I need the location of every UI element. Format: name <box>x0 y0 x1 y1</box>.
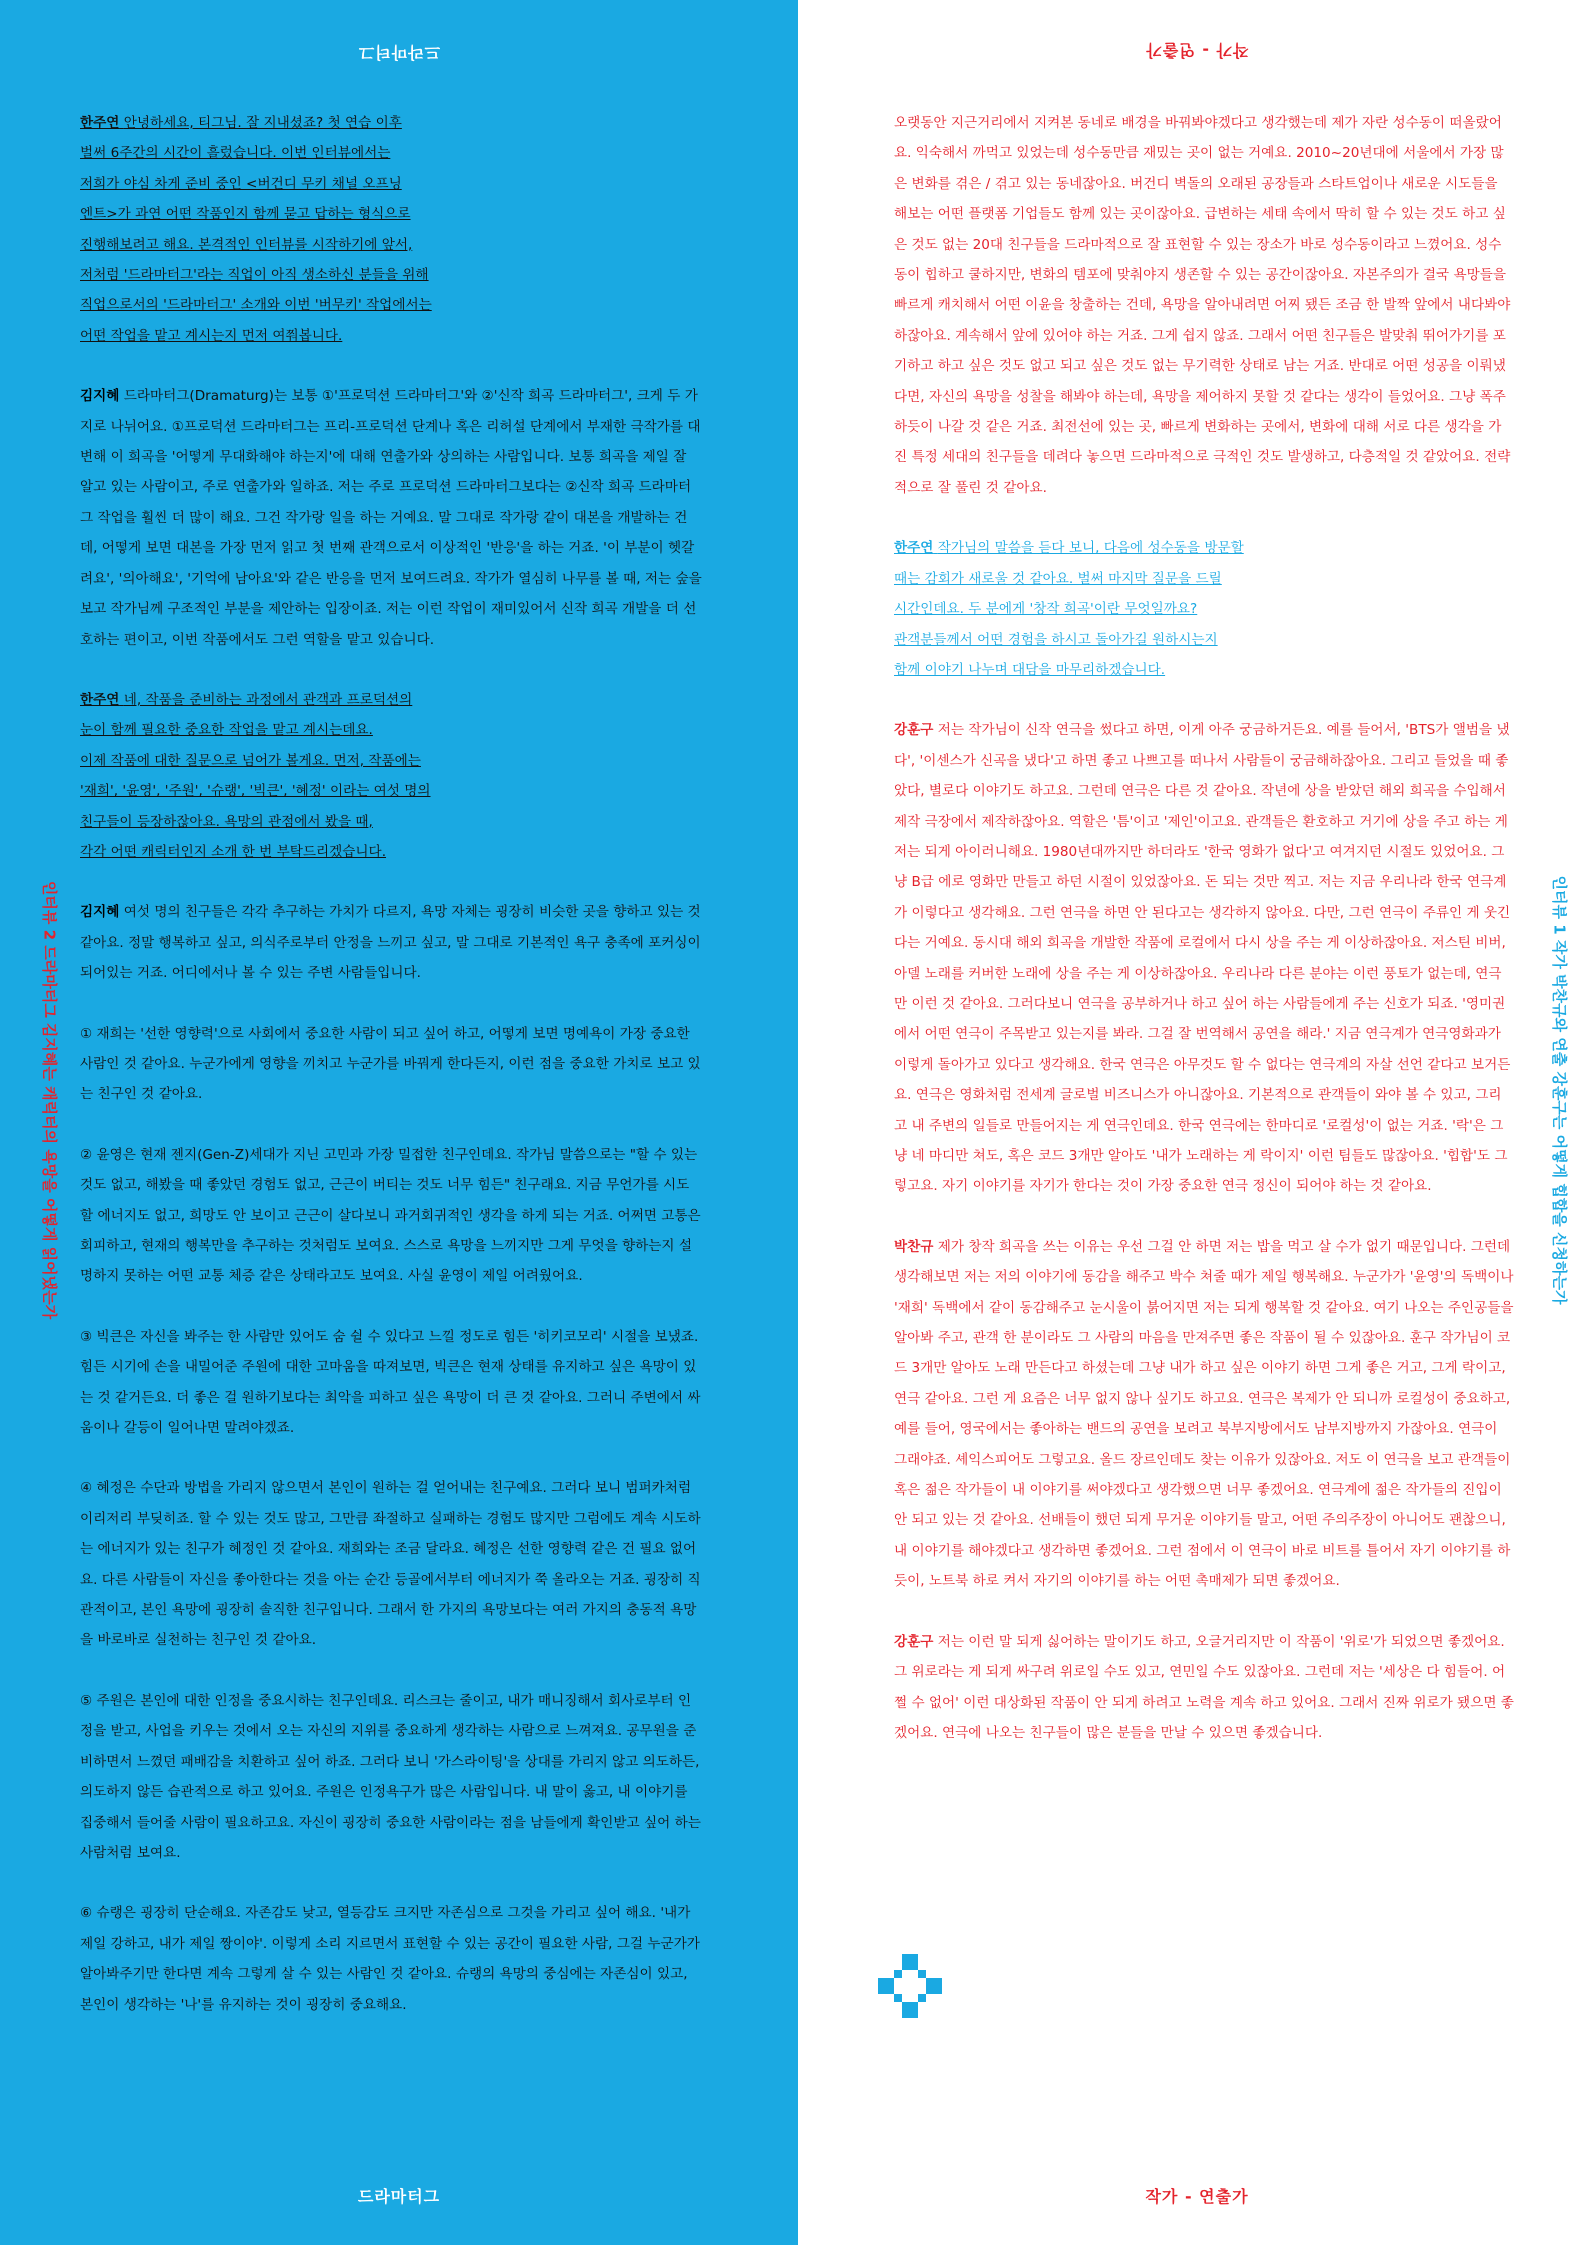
question-line: 눈이 함께 필요한 중요한 작업을 맡고 계시는데요. <box>80 722 373 739</box>
question-line: 직업으로서의 '드라마터그' 소개와 이번 '버무키' 작업에서는 <box>80 297 432 314</box>
answer-text: 제가 창작 희곡을 쓰는 이유는 우선 그걸 안 하면 저는 밥을 먹고 살 수가 없기 때문입니다. 그런데 생각해보면 저는 저의 이야기에 동감을 해주고 박수 쳐줄 때가 제일 행복해요. 누군가가 '윤영'의 독백이나 '재희' 독백에서 같이 동감해주고 눈시울이 붉어지면 저는 되게 행복할 것 같아요. 여기 나오는 주인공들을 알아봐 주고, 관객 한 분이라도 그 사람의 마음을 만져주면 좋은 작품이 될 수 있잖아요. 훈구 작가님이 코드 3개만 알아도 노래 만든다고 하셨는데 그냥 내가 하고 싶은 이야기 하면 그게 좋은 거고, 그게 락이고, 연극 같아요. 그런 게 요즘은 너무 없지 않나 싶기도 하고요. 연극은 복제가 안 되니까 로컬성이 중요하고, 예를 들어, 영국에서는 좋아하는 밴드의 공연을 보려고 북부지방에서도 남부지방까지 가잖아요. 연극이 그래야죠. 셰익스피어도 그렇고요. 올드 장르인데도 찾는 이유가 있잖아요. 저도 이 연극을 보고 관객들이 혹은 젊은 작가들이 내 이야기를 써야겠다고 생각했으면 너무 좋겠어요. 연극계에 젊은 작가들의 진입이 안 되고 있는 것 같아요. 선배들이 했던 되게 무거운 이야기들 말고, 어떤 주의주장이 아니어도 괜찮으니, 내 이야기를 해야겠다고 생각하면 좋겠어요. 그런 점에서 이 연극이 바로 비트를 틀어서 자기 이야기를 하듯이, 노트북 하로 켜서 자기의 이야기를 하는 어떤 촉매제가 되면 좋겠어요. <box>894 1238 1514 1590</box>
answer-1 <box>80 381 702 655</box>
question-line: 관객분들께서 어떤 경험을 하시고 돌아가길 원하시는지 <box>894 631 1218 648</box>
speaker-name: 박찬규 <box>894 1238 934 1255</box>
question-line: 각각 어떤 캐릭터인지 소개 한 번 부탁드리겠습니다. <box>80 843 387 860</box>
question-line: 작가님의 말씀을 듣다 보니, 다음에 성수동을 방문할 <box>937 540 1244 557</box>
interviewer-question-1 <box>80 108 702 351</box>
right-bottom-label: 작가 - 연출가 <box>1145 2187 1249 2206</box>
character-shuraeng: ⑥ 슈랭은 굉장히 단순해요. 자존감도 낮고, 열등감도 크지만 자존심으로 그것을 가리고 싶어 해요. '내가 제일 강하고, 내가 제일 짱이야'. 이렇게 소리 지르면서 표현할 수 있는 공간이 필요한 사람, 그걸 누군가가 알아봐주기만 한다면 계속 그렇게 살 수 있는 사람인 것 같아요. 슈랭의 욕망의 중심에는 자존심이 있고, 본인이 생각하는 '나'를 유지하는 것이 굉장히 중요해요. <box>80 1905 700 2013</box>
speaker-name: 김지혜 <box>80 904 120 921</box>
question-line: 저희가 야심 차게 준비 중인 <버건디 무키 채널 오프닝 <box>80 175 402 192</box>
question-line: 벌써 6주간의 시간이 흘렀습니다. 이번 인터뷰에서는 <box>80 145 391 162</box>
interviewer-question-final <box>894 533 1514 685</box>
character-juwon: ⑤ 주원은 본인에 대한 인정을 중요시하는 친구인데요. 리스크는 줄이고, 내가 매니징해서 회사로부터 인정을 받고, 사업을 키우는 것에서 오는 자신의 지위를 중요하게 생각하는 사람으로 느껴져요. 공무원을 준비하면서 느꼈던 패배감을 치환하고 싶어 하죠. 그러다 보니 '가스라이팅'을 상대를 가리지 않고 의도하든, 의도하지 않든 습관적으로 하고 있어요. 주원은 인정욕구가 많은 사람입니다. 내 말이 옳고, 내 이야기를 집중해서 들어줄 사람이 필요하고요. 자신이 굉장히 중요한 사람이라는 점을 남들에게 확인받고 싶어 하는 사람처럼 보여요. <box>80 1692 701 1861</box>
left-bottom-label: 드라마터그 <box>357 2187 441 2206</box>
right-column <box>894 108 1514 1778</box>
answer-park <box>894 1232 1514 1597</box>
answer-kang-2 <box>894 1627 1514 1749</box>
question-line: 함께 이야기 나누며 대담을 마무리하겠습니다. <box>894 661 1166 678</box>
answer-text: 저는 이런 말 되게 싫어하는 말이기도 하고, 오글거리지만 이 작품이 '위로'가 되었으면 좋겠어요. 그 위로라는 게 되게 싸구려 위로일 수도 있고, 연민일 수도 있잖아요. 그런데 저는 '세상은 다 힘들어. 어쩔 수 없어' 이런 대상화된 작품이 안 되게 하려고 노력을 계속 하고 있어요. 그래서 진짜 위로가 됐으면 좋겠어요. 연극에 나오는 친구들이 많은 분들을 만날 수 있으면 좋겠습니다. <box>894 1633 1514 1741</box>
character-yunyoung: ② 윤영은 현재 젠지(Gen-Z)세대가 지닌 고민과 가장 밀접한 친구인데요. 작가님 말씀으로는 "할 수 있는 것도 없고, 해봤을 때 좋았던 경험도 없고, 근근이 버티는 것도 너무 힘든" 친구래요. 지금 무언가를 시도할 에너지도 없고, 희망도 안 보이고 근근이 살다보니 과거회귀적인 생각을 하게 되는 거죠. 어쩌면 고통은 회피하고, 현재의 행복만을 추구하는 것처럼도 보여요. 스스로 욕망을 느끼지만 그게 무엇을 향하는지 설명하지 못하는 어떤 교통 체증 같은 상태라고도 보여요. 사실 윤영이 제일 어려웠어요. <box>80 1146 701 1285</box>
question-line: 친구들이 등장하잖아요. 욕망의 관점에서 봤을 때, <box>80 813 373 830</box>
left-top-label: 드라마터그 <box>357 43 441 62</box>
question-line: 안녕하세요, 티그님. 잘 지내셨죠? 첫 연습 이후 <box>123 115 402 131</box>
speaker-name: 한주연 <box>80 691 120 708</box>
question-line: 어떤 작업을 맡고 계시는지 먼저 여쭤봅니다. <box>80 327 343 344</box>
pixel-cross-icon <box>878 1954 942 2018</box>
character-bigkeun: ③ 빅큰은 자신을 봐주는 한 사람만 있어도 숨 쉴 수 있다고 느낄 정도로 힘든 '히키코모리' 시절을 보냈죠. 힘든 시기에 손을 내밀어준 주원에 대한 고마움을 따져보면, 빅큰은 현재 상태를 유지하고 싶은 욕망이 있는 것 같거든요. 더 좋은 걸 원하기보다는 최악을 피하고 싶은 욕망이 더 큰 것 같아요. 그러니 주변에서 싸움이나 갈등이 일어나면 말려야겠죠. <box>80 1328 701 1437</box>
speaker-name: 강훈구 <box>894 722 934 739</box>
question-line: 네, 작품을 준비하는 과정에서 관객과 프로덕션의 <box>123 691 413 708</box>
intro-paragraph: 오랫동안 지근거리에서 지켜본 동네로 배경을 바꿔봐야겠다고 생각했는데 제가 자란 성수동이 떠올랐어요. 익숙해서 까먹고 있었는데 성수동만큼 재밌는 곳이 없는 거예요. 2010~20년대에 서울에서 가장 많은 변화를 겪은 / 겪고 있는 동네잖아요. 버건디 벽돌의 오래된 공장들과 스타트업이나 새로운 시도들을 해보는 어떤 플랫폼 기업들도 함께 있는 곳이잖아요. 급변하는 세태 속에서 딱히 할 수 있는 것도 하고 싶은 것도 없는 20대 친구들을 드라마적으로 잘 표현할 수 있는 장소가 바로 성수동이라고 느꼈어요. 성수동이 힙하고 쿨하지만, 변화의 템포에 맞춰야지 생존할 수 있는 공간이잖아요. 자본주의가 결국 욕망들을 빠르게 캐치해서 어떤 이윤을 창출하는 건데, 욕망을 알아내려면 어찌 됐든 조금 한 발짝 앞에서 내다봐야 하잖아요. 계속해서 앞에 있어야 하는 거죠. 그게 쉽지 않죠. 그래서 어떤 친구들은 발맞춰 뛰어가기를 포기하고 하고 싶은 것도 없고 되고 싶은 것도 없는 무기력한 상태로 남는 거죠. 반대로 어떤 성공을 이뤄냈다면, 자신의 욕망을 성찰을 해봐야 하는데, 욕망을 제어하지 못할 것 같다는 생각이 들었어요. 그냥 폭주하듯이 나갈 것 같은 거죠. 최전선에 있는 곳, 빠르게 변화하는 곳에서, 변화에 대해 서로 다른 생각을 가진 특정 세대의 친구들을 데려다 놓으면 드라마적으로 극적인 것도 발생하고, 다층적일 것 같았어요. 전략적으로 잘 풀린 것 같아요. <box>894 115 1511 496</box>
speaker-name: 한주연 <box>80 115 120 131</box>
answer-text: 드라마터그(Dramaturg)는 보통 ①'프로덕션 드라마터그'와 ②'신작 희곡 드라마터그', 크게 두 가지로 나뉘어요. ①프로덕션 드라마터그는 프리-프로덕션 단계나 혹은 리허설 단계에서 부재한 극작가를 대변해 이 희곡을 '어떻게 무대화해야 하는지'에 대해 연출가와 상의하는 사람입니다. 보통 희곡을 제일 잘 알고 있는 사람이고, 주로 연출가와 일하죠. 저는 주로 프로덕션 드라마터그보다는 ②신작 희곡 드라마터그 작업을 훨씬 더 많이 해요. 그건 작가랑 일을 하는 거예요. 말 그대로 작가랑 같이 대본을 개발하는 건데, 어떻게 보면 대본을 가장 먼저 읽고 첫 번째 관객으로서 이상적인 '반응'을 하는 거죠. '이 부분이 헷갈려요', '의아해요', '기억에 남아요'와 같은 반응을 먼저 보여드려요. 작가가 열심히 나무를 볼 때, 저는 숲을 보고 작가님께 구조적인 부분을 제안하는 입장이죠. 저는 이런 작업이 재미있어서 신작 희곡 개발을 더 선호하는 편이고, 이번 작품에서도 그런 역할을 맡고 있습니다. <box>80 388 702 648</box>
interviewer-question-2 <box>80 685 702 867</box>
answer-2 <box>80 897 702 988</box>
question-line: 이제 작품에 대한 질문으로 넘어가 볼게요. 먼저, 작품에는 <box>80 752 421 769</box>
left-column <box>80 108 702 2050</box>
left-vertical-title: 인터뷰 2 드라마터그 김지혜는 캐릭터의 욕망을 어떻게 읽어냈는가 <box>40 880 59 1320</box>
character-hyejeong: ④ 혜정은 수단과 방법을 가리지 않으면서 본인이 원하는 걸 얻어내는 친구예요. 그러다 보니 범퍼카처럼 이리저리 부딪히죠. 할 수 있는 것도 많고, 그만큼 좌절하고 실패하는 경험도 많지만 그럼에도 계속 시도하는 에너지가 있는 친구가 혜정인 것 같아요. 재희와는 조금 달라요. 혜정은 선한 영향력 같은 건 필요 없어요. 다른 사람들이 자신을 좋아한다는 것을 아는 순간 등골에서부터 에너지가 쭉 올라오는 거죠. 굉장히 직관적이고, 본인 욕망에 굉장히 솔직한 친구입니다. 그래서 한 가지의 욕망보다는 여러 가지의 충동적 욕망을 바로바로 실천하는 친구인 것 같아요. <box>80 1480 701 1649</box>
question-line: 진행해보려고 해요. 본격적인 인터뷰를 시작하기에 앞서, <box>80 236 413 253</box>
right-top-label: 작가 - 연출가 <box>1145 41 1249 60</box>
question-line: 저처럼 '드라마터그'라는 직업이 아직 생소하신 분들을 위해 <box>80 267 429 284</box>
right-vertical-title: 인터뷰 1 작가 박찬규와 연출 강훈구는 어떻게 힙합을 신청하는가 <box>1550 875 1569 1305</box>
speaker-name: 한주연 <box>894 540 934 557</box>
speaker-name: 김지혜 <box>80 388 120 405</box>
question-line: 시간인데요. 두 분에게 '창작 희곡'이란 무엇일까요? <box>894 601 1198 618</box>
speaker-name: 강훈구 <box>894 1633 934 1650</box>
answer-text: 저는 작가님이 신작 연극을 썼다고 하면, 이게 아주 궁금하거든요. 예를 들어서, 'BTS가 앨범을 냈다', '이센스가 신곡을 냈다'고 하면 좋고 나쁘고를 떠나서 사람들이 궁금해하잖아요. 그리고 들었을 때 좋았다, 별로다 이야기도 하고요. 그런데 연극은 다른 것 같아요. 작년에 상을 받았던 해외 희곡을 수입해서 제작 극장에서 제작하잖아요. 역할은 '틈'이고 '제인'이고요. 관객들은 환호하고 거기에 상을 주고 하는 게 저는 되게 아이러니해요. 1980년대까지만 하더라도 '한국 영화가 없다'고 여겨지던 시절도 있었어요. 그냥 B급 에로 영화만 만들고 하던 시절이 있었잖아요. 돈 되는 것만 찍고. 저는 지금 우리나라 한국 연극계가 이렇다고 생각해요. 그런 연극을 하면 안 된다고는 생각하지 않아요. 다만, 그런 연극이 주류인 게 웃긴다는 거예요. 동시대 해외 희곡을 개발한 작품에 로컬에서 다시 상을 주는 게 이상하잖아요. 저스틴 비버, 아델 노래를 커버한 노래에 상을 주는 게 이상하잖아요. 우리나라 다른 분야는 이런 풍토가 없는데, 연극만 이런 것 같아요. 그러다보니 연극을 공부하거나 하고 싶어 하는 사람들에게 주는 신호가 되죠. '영미권에서 어떤 연극이 주목받고 있는지를 봐라. 그걸 잘 번역해서 공연을 해라.' 지금 연극계가 연극영화과가 이렇게 돌아가고 있다고 생각해요. 한국 연극은 아무것도 할 수 없다는 연극계의 자살 선언 같다고 보거든요. 연극은 영화처럼 전세계 글로벌 비즈니스가 아니잖아요. 기본적으로 관객들이 와야 볼 수 있고, 그리고 내 주변의 일들로 만들어지는 게 연극인데요. 한국 연극에는 한마디로 '로컬성'이 없는 거죠. '락'은 그냥 네 마디만 쳐도, 혹은 코드 3개만 알아도 '내가 노래하는 게 락이지' 이런 팀들도 많잖아요. '힙합'도 그렇고요. 자기 이야기를 자기가 한다는 것이 가장 중요한 연극 정신이 되어야 하는 것 같아요. <box>894 722 1511 1195</box>
question-line: 엔트>가 과연 어떤 작품인지 함께 묻고 답하는 형식으로 <box>80 206 411 223</box>
question-line: 때는 감회가 새로울 것 같아요. 벌써 마지막 질문을 드릴 <box>894 570 1222 587</box>
character-jaehee: ① 재희는 '선한 영향력'으로 사회에서 중요한 사람이 되고 싶어 하고, 어떻게 보면 명예욕이 가장 중요한 사람인 것 같아요. 누군가에게 영향을 끼치고 누군가를 바꿔게 한다든지, 이런 점을 중요한 가치로 보고 있는 친구인 것 같아요. <box>80 1025 701 1103</box>
answer-kang-1 <box>894 715 1514 1202</box>
answer-text: 여섯 명의 친구들은 각각 추구하는 가치가 다르지, 욕망 자체는 굉장히 비슷한 곳을 향하고 있는 것 같아요. 정말 행복하고 싶고, 의식주로부터 안정을 느끼고 싶고, 말 그대로 기본적인 욕구 충족에 포커싱이 되어있는 거죠. 어디에서나 볼 수 있는 주변 사람들입니다. <box>80 904 701 982</box>
question-line: '재희', '윤영', '주원', '슈랭', '빅큰', '혜정' 이라는 여섯 명의 <box>80 783 431 800</box>
